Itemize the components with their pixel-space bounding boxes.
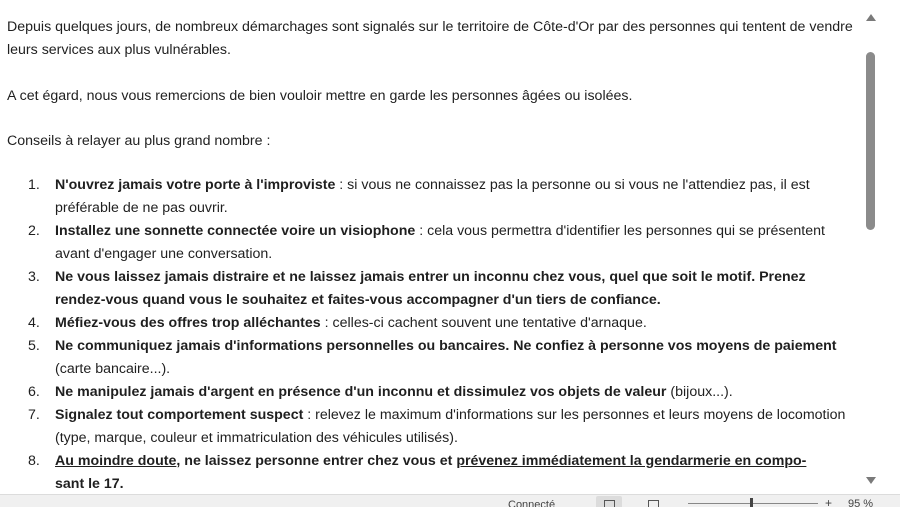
- scroll-up-arrow-icon[interactable]: [866, 14, 876, 21]
- item-bold-text: Ne communiquez jamais d'informations personnelles ou bancaires. Ne confiez à personne vos moyens de paiement: [55, 338, 837, 354]
- item-number: 3.: [28, 269, 40, 285]
- zoom-level[interactable]: 95 %: [848, 498, 874, 507]
- advice-item-4: [0, 312, 856, 335]
- item-underlined-text: Au moindre doute: [55, 453, 177, 469]
- intro-paragraph: Depuis quelques jours, de nombreux démarchages sont signalés sur le territoire de Côte-d'Or par des personnes qui tentent de vendre leurs services aux plus vulnérables.: [7, 19, 853, 58]
- item-text: : cela vous permettra d'identifier les personnes qui se présentent avant d'engager une conversation.: [55, 223, 825, 262]
- item-bold-text: Ne vous laissez jamais distraire et ne laissez jamais entrer un inconnu chez vous, quel que soit le motif. Prenez rendez-vous quand vous le souhaitez et faites-vous accompagner d'un tiers de confiance.: [55, 269, 806, 308]
- print-layout-button[interactable]: [596, 496, 622, 507]
- item-number: 5.: [28, 338, 40, 354]
- item-bold-text: sant le 17.: [55, 476, 124, 492]
- advice-item-3: [0, 266, 856, 312]
- web-layout-button[interactable]: [640, 496, 666, 507]
- advice-list: [0, 174, 856, 494]
- zoom-in-button[interactable]: +: [825, 496, 833, 507]
- vertical-scrollbar[interactable]: [862, 0, 880, 494]
- status-bar: [0, 494, 900, 507]
- item-text: (bijoux...).: [666, 384, 733, 400]
- item-number: 6.: [28, 384, 40, 400]
- item-bold-text: , ne laissez personne entrer chez vous et: [176, 453, 457, 469]
- item-number: 7.: [28, 407, 40, 423]
- item-underlined-text: prévenez immédiatement la gendarmerie en compo-: [456, 453, 807, 469]
- item-number: 4.: [28, 315, 40, 331]
- item-number: 2.: [28, 223, 40, 239]
- advice-item-2: [0, 220, 856, 266]
- item-text: : si vous ne connaissez pas la personne ou si vous ne l'attendiez pas, il est préférable de ne pas ouvrir.: [55, 177, 810, 216]
- item-bold-text: Méfiez-vous des offres trop alléchantes: [55, 315, 321, 331]
- advice-item-6: [0, 381, 856, 404]
- advice-item-5: [0, 335, 856, 381]
- advice-item-7: [0, 404, 856, 450]
- connection-status: Connecté: [508, 499, 556, 507]
- item-bold-text: Ne manipulez jamais d'argent en présence d'un inconnu et dissimulez vos objets de valeur: [55, 384, 667, 400]
- advice-heading: Conseils à relayer au plus grand nombre :: [7, 133, 271, 149]
- item-bold-text: Installez une sonnette connectée voire un visiophone: [55, 223, 416, 239]
- item-text: : celles-ci cachent souvent une tentative d'arnaque.: [320, 315, 647, 331]
- item-number: 1.: [28, 177, 40, 193]
- scroll-down-arrow-icon[interactable]: [866, 477, 876, 484]
- item-text: (carte bancaire...).: [55, 361, 171, 377]
- warning-paragraph: A cet égard, nous vous remercions de bien vouloir mettre en garde les personnes âgées ou isolées.: [7, 88, 633, 104]
- item-number: 8.: [28, 453, 40, 469]
- item-bold-text: Signalez tout comportement suspect: [55, 407, 304, 423]
- scrollbar-thumb[interactable]: [866, 52, 875, 230]
- item-bold-text: N'ouvrez jamais votre porte à l'improviste: [55, 177, 336, 193]
- item-text: : relevez le maximum d'informations sur les personnes et leurs moyens de locomotion (type, marque, couleur et immatriculation des véhicules utilisés).: [55, 407, 846, 446]
- advice-item-8: [0, 450, 856, 494]
- advice-item-1: [0, 174, 856, 220]
- zoom-slider[interactable]: [688, 503, 818, 504]
